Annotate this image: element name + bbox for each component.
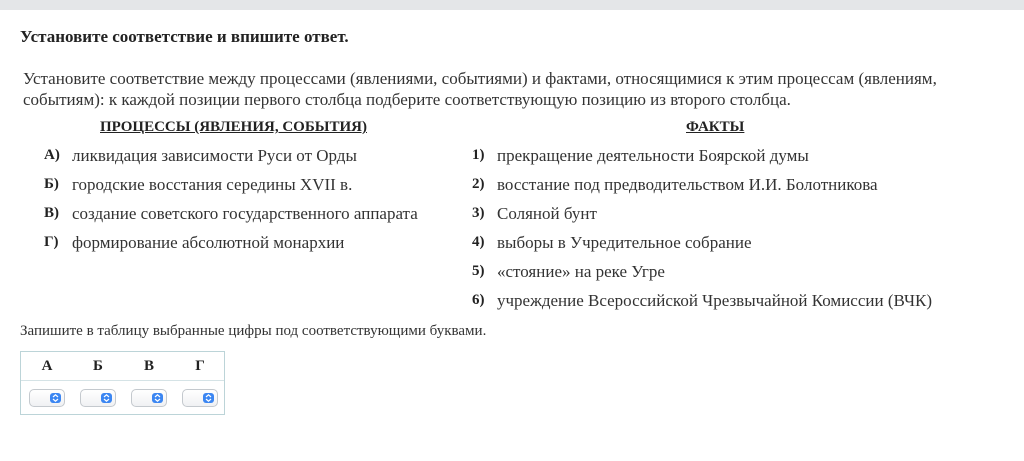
top-bar — [0, 0, 1024, 10]
chevron-updown-icon — [203, 393, 214, 403]
fact-marker: 2) — [472, 176, 485, 192]
answer-header-g: Г — [195, 358, 205, 374]
answer-header-v: В — [143, 358, 154, 374]
fact-text: прекращение деятельности Боярской думы — [497, 146, 809, 165]
answer-select-v[interactable] — [131, 389, 167, 407]
answer-select-a[interactable] — [29, 389, 65, 407]
answer-header-a: А — [41, 358, 53, 374]
process-marker: Б) — [44, 176, 59, 192]
fact-text: учреждение Всероссийской Чрезвычайной Комиссии (ВЧК) — [497, 291, 933, 310]
answer-select-b[interactable] — [80, 389, 116, 407]
process-marker: В) — [44, 205, 59, 221]
answer-table-divider — [21, 380, 224, 381]
process-text: формирование абсолютной монархии — [72, 233, 345, 252]
answer-table — [20, 351, 225, 415]
answer-select-g[interactable] — [182, 389, 218, 407]
task-title: Установите соответствие и впишите ответ. — [20, 27, 349, 46]
process-text: городские восстания середины XVII в. — [72, 175, 353, 194]
facts-column-header: ФАКТЫ — [686, 119, 745, 135]
fact-text: восстание под предводительством И.И. Болотникова — [497, 175, 878, 194]
task-instructions: Установите соответствие между процессами (явлениями, событиями) и фактами, относящимися к этим процессам (явлениям, событиям): к каждой позиции первого столбца подберите соответствующую позицию из второго столбца. — [23, 69, 937, 109]
process-marker: Г) — [44, 234, 59, 250]
fact-text: Соляной бунт — [497, 204, 597, 223]
fact-marker: 1) — [472, 147, 485, 163]
chevron-updown-icon — [152, 393, 163, 403]
fact-text: выборы в Учредительное собрание — [497, 233, 752, 252]
fact-marker: 5) — [472, 263, 485, 279]
fact-text: «стояние» на реке Угре — [497, 262, 665, 281]
chevron-updown-icon — [50, 393, 61, 403]
answer-header-b: Б — [93, 358, 103, 374]
process-text: создание советского государственного аппарата — [72, 204, 418, 223]
processes-column-header: ПРОЦЕССЫ (ЯВЛЕНИЯ, СОБЫТИЯ) — [100, 119, 367, 135]
fact-marker: 4) — [472, 234, 485, 250]
fact-marker: 6) — [472, 292, 485, 308]
answer-instruction: Запишите в таблицу выбранные цифры под соответствующими буквами. — [20, 323, 487, 339]
fact-marker: 3) — [472, 205, 485, 221]
process-marker: А) — [44, 147, 60, 163]
process-text: ликвидация зависимости Руси от Орды — [72, 146, 357, 165]
chevron-updown-icon — [101, 393, 112, 403]
